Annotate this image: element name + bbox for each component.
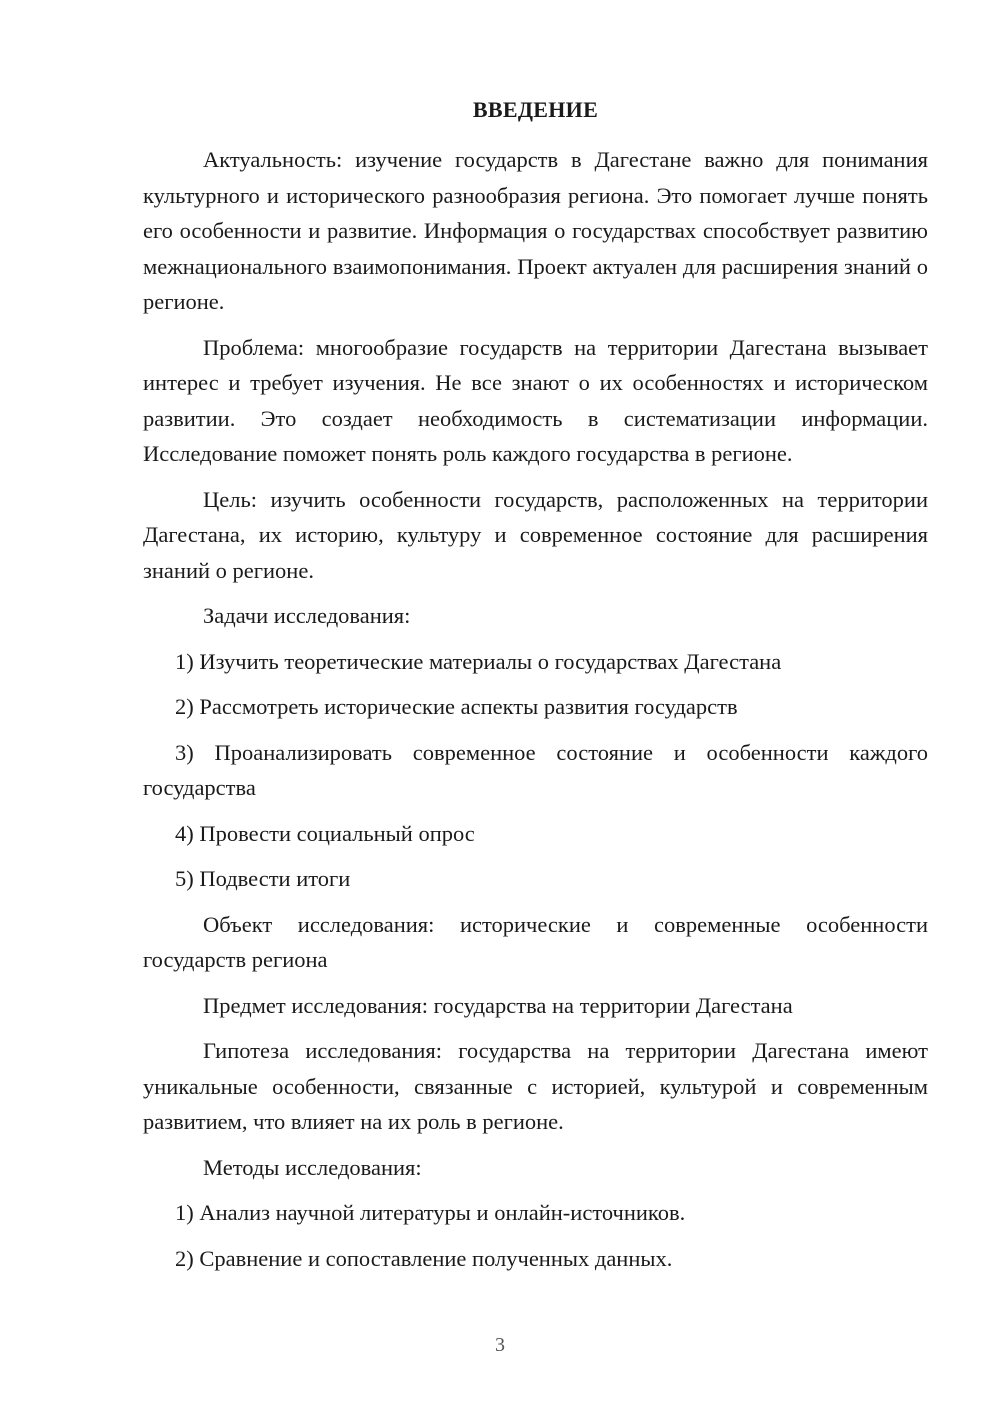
task-item: 4) Провести социальный опрос (175, 820, 475, 846)
task-item: 3) Проанализировать современное состояние и особенности каждого государства (143, 739, 928, 800)
problem-paragraph: Проблема: многообразие государств на территории Дагестана вызывает интерес и требует изучения. Не все знают о их особенностях и историческом развитии. Это создает необходимость в систематизации информации. Исследование поможет понять роль каждого государства в регионе. (143, 334, 928, 466)
goal-paragraph: Цель: изучить особенности государств, расположенных на территории Дагестана, их историю, культуру и современное состояние для расширения знаний о регионе. (143, 486, 928, 583)
task-item: 1) Изучить теоретические материалы о государствах Дагестана (175, 648, 782, 674)
tasks-heading: Задачи исследования: (203, 603, 411, 628)
document-page (143, 94, 928, 1286)
page-number: 3 (495, 1334, 505, 1356)
task-item: 2) Рассмотреть исторические аспекты развития государств (175, 694, 738, 719)
method-item: 2) Сравнение и сопоставление полученных данных. (175, 1245, 673, 1271)
section-title: ВВЕДЕНИЕ (472, 97, 599, 122)
relevance-paragraph: Актуальность: изучение государств в Дагестане важно для понимания культурного и исторического разнообразия региона. Это помогает лучше понять его особенности и развитие. Информация о государствах способствует развитию межнационального взаимопонимания. Проект актуален для расширения знаний о регионе. (143, 147, 928, 314)
hypothesis-paragraph: Гипотеза исследования: государства на территории Дагестана имеют уникальные особенности, связанные с историей, культурой и современным развитием, что влияет на их роль в регионе. (143, 1038, 928, 1134)
object-paragraph: Объект исследования: исторические и современные особенности государств региона (143, 911, 928, 972)
subject-paragraph: Предмет исследования: государства на территории Дагестана (203, 992, 793, 1018)
task-item: 5) Подвести итоги (175, 866, 351, 891)
methods-heading: Методы исследования: (203, 1154, 422, 1180)
method-item: 1) Анализ научной литературы и онлайн-источников. (175, 1200, 686, 1225)
